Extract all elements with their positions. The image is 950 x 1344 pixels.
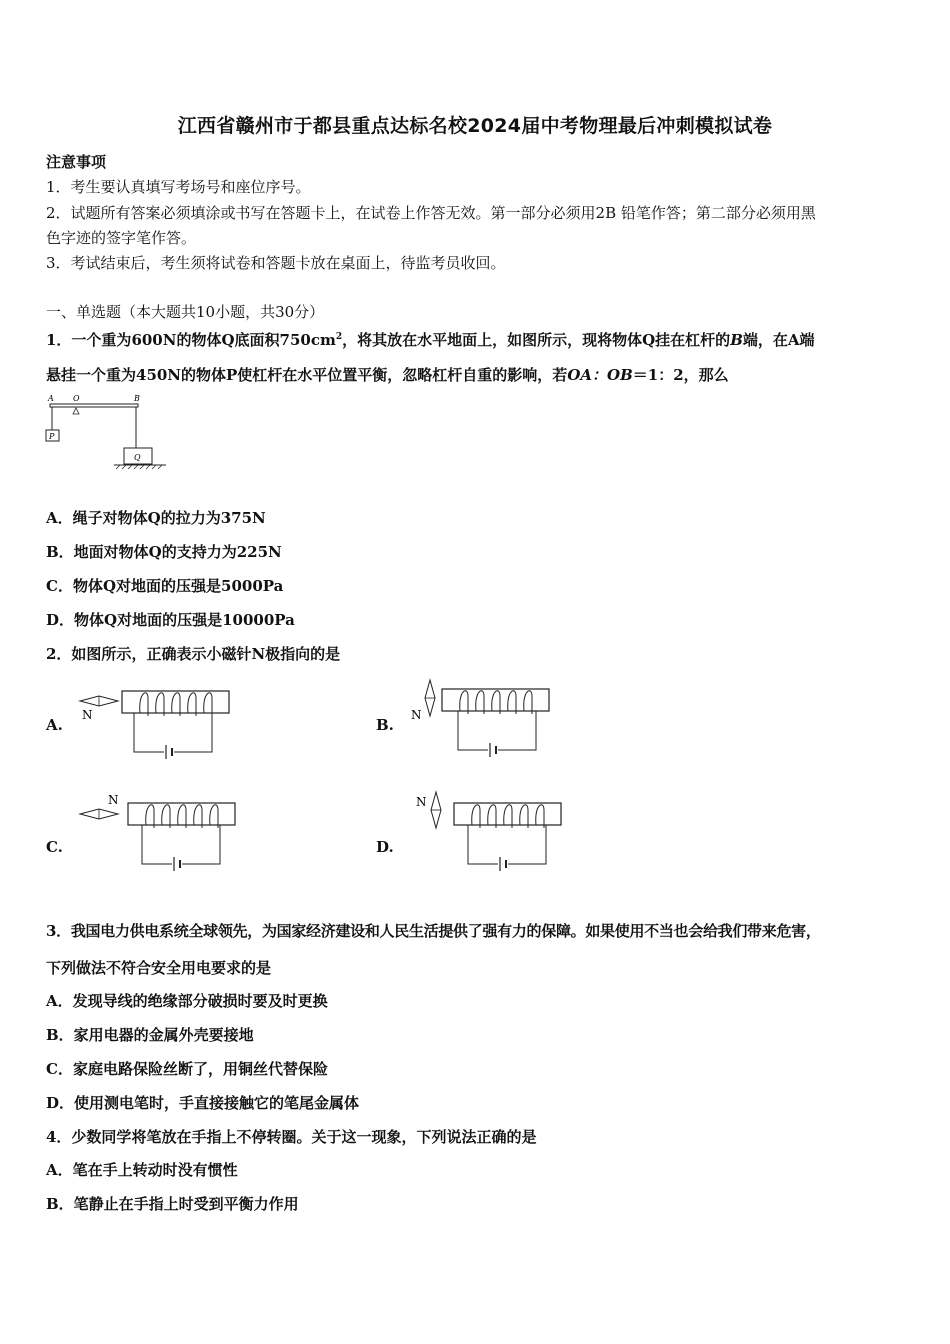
q3-option-c[interactable]: C．家庭电路保险丝断了，用铜丝代替保险 xyxy=(46,1060,328,1078)
q2-figure-d xyxy=(412,790,572,874)
needle-n: N xyxy=(82,708,93,722)
label-p: P xyxy=(49,432,55,441)
q1-point-b: B xyxy=(730,331,743,349)
q4-option-b[interactable]: B．笔静止在手指上时受到平衡力作用 xyxy=(46,1195,299,1213)
q4-stem: 4．少数同学将笔放在手指上不停转圈。关于这一现象，下列说法正确的是 xyxy=(46,1128,537,1146)
label-a: A xyxy=(48,394,54,403)
q1-option-d[interactable]: D．物体Q对地面的压强是10000Pa xyxy=(46,611,295,629)
q2-label-a[interactable]: A. xyxy=(46,716,63,734)
q1-option-a[interactable]: A．绳子对物体Q的拉力为375N xyxy=(46,509,266,527)
q2-figure-c xyxy=(78,790,238,874)
q3-option-b[interactable]: B．家用电器的金属外壳要接地 xyxy=(46,1026,254,1044)
label-o: O xyxy=(73,394,80,403)
q1-line-2 xyxy=(46,365,729,385)
notice-item-3: 3．考试结束后，考生须将试卷和答题卡放在桌面上，待监考员收回。 xyxy=(46,254,506,272)
q3-option-a[interactable]: A．发现导线的绝缘部分破损时要及时更换 xyxy=(46,992,328,1010)
notice-item-1: 1．考生要认真填写考场号和座位序号。 xyxy=(46,178,311,196)
q4-option-a[interactable]: A．笔在手上转动时没有惯性 xyxy=(46,1161,238,1179)
q1-line-1 xyxy=(46,327,815,350)
notice-heading: 注意事项 xyxy=(46,153,107,171)
label-b: B xyxy=(134,394,140,403)
notice-item-2: 2．试题所有答案必须填涂或书写在答题卡上，在试卷上作答无效。第一部分必须用2B 铅笔作答；第二部分必须用黑 xyxy=(46,204,816,222)
q2-figure-b xyxy=(408,678,568,762)
q1-option-c[interactable]: C．物体Q对地面的压强是5000Pa xyxy=(46,577,284,595)
needle-n: N xyxy=(411,708,422,722)
q1-option-b[interactable]: B．地面对物体Q的支持力为225N xyxy=(46,543,282,561)
notice-item-2-cont: 色字迹的签字笔作答。 xyxy=(46,229,197,247)
q2-stem: 2．如图所示，正确表示小磁针N极指向的是 xyxy=(46,645,341,663)
label-q: Q xyxy=(134,453,141,462)
q1-text-d: 悬挂一个重为450N的物体P使杠杆在水平位置平衡，忽略杠杆自重的影响，若 xyxy=(46,366,568,384)
needle-n: N xyxy=(416,795,427,809)
q1-text-b: ，将其放在水平地面上，如图所示，现将物体Q挂在杠杆的 xyxy=(342,331,731,349)
q3-line-2: 下列做法不符合安全用电要求的是 xyxy=(46,959,272,977)
wire xyxy=(134,713,164,752)
q2-label-c[interactable]: C. xyxy=(46,838,63,856)
q1-text-e: ＝1：2，那么 xyxy=(632,366,729,384)
needle-n: N xyxy=(108,793,119,807)
q1-ratio: OA：OB xyxy=(567,366,633,384)
q1-superscript: 2 xyxy=(335,332,343,342)
wire xyxy=(458,711,488,750)
lever-figure xyxy=(42,392,172,474)
q2-label-d[interactable]: D. xyxy=(376,838,394,856)
q3-option-d[interactable]: D．使用测电笔时，手直接接触它的笔尾金属体 xyxy=(46,1094,360,1112)
ground-hatch xyxy=(116,465,162,469)
wire xyxy=(468,825,498,864)
section-heading: 一、单选题（本大题共10小题，共30分） xyxy=(46,303,325,321)
q3-line-1: 3．我国电力供电系统全球领先，为国家经济建设和人民生活提供了强有力的保障。如果使用不当也会给我们带来危害， xyxy=(46,922,821,940)
lever-bar xyxy=(50,404,138,407)
wire xyxy=(142,825,172,864)
q1-text-a: 1．一个重为600N的物体Q底面积750cm xyxy=(46,331,336,349)
exam-title: 江西省赣州市于都县重点达标名校2024届中考物理最后冲刺模拟试卷 xyxy=(177,115,773,137)
fulcrum xyxy=(73,408,79,414)
q2-label-b[interactable]: B. xyxy=(376,716,394,734)
q1-text-c: 端，在A端 xyxy=(742,331,815,349)
q2-figure-a xyxy=(78,682,238,762)
